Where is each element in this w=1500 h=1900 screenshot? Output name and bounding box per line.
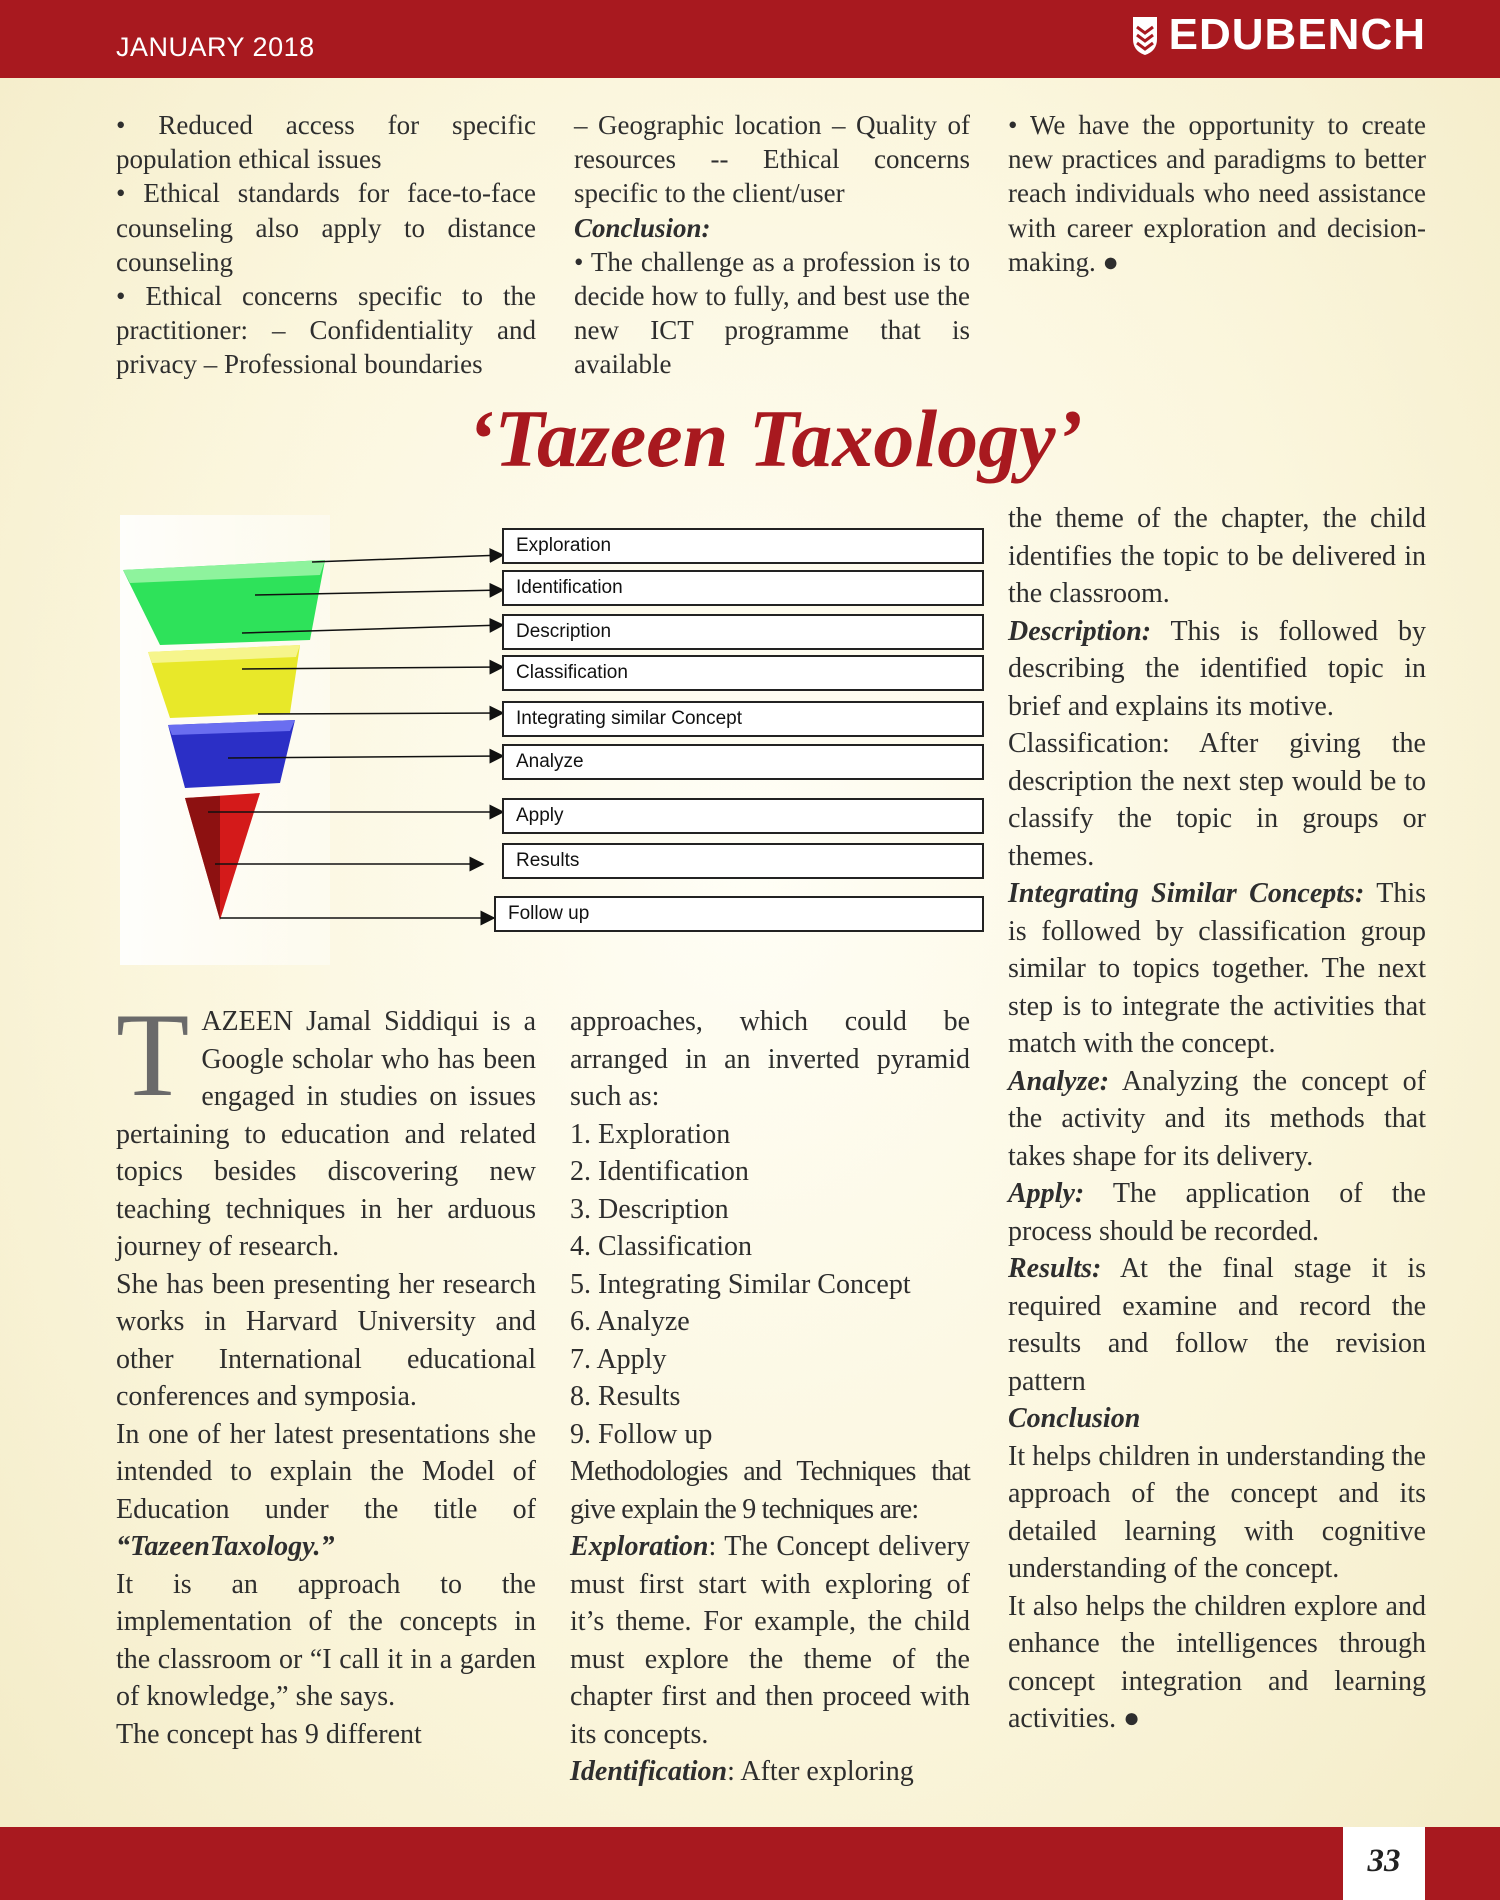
list-item: 9. Follow up <box>570 1418 713 1450</box>
top-bullet-3: • Ethical concerns specific to the practitioner: – Confidentiality and privacy – Professional boundaries <box>116 281 536 380</box>
results-term: Results: <box>1008 1253 1102 1284</box>
integrating-term: Integrating Similar Concepts: <box>1008 878 1365 909</box>
article-column-2 <box>570 1003 970 1791</box>
paragraph-presentation <box>116 1416 536 1566</box>
approaches-paragraph: approaches, which could be arranged in an inverted pyramid such as: <box>570 1006 970 1112</box>
identification-text: : After exploring <box>727 1756 914 1787</box>
top-col2-text: – Geographic location – Quality of resources -- Ethical concerns specific to the client/user <box>574 110 970 209</box>
footer-bar <box>0 1827 1500 1900</box>
stage-box-integrating: Integrating similar Concept <box>502 701 984 737</box>
apply-text: The application of the process should be recorded. <box>1008 1178 1426 1247</box>
list-item: 3. Description <box>570 1193 729 1225</box>
analyze-term: Analyze: <box>1008 1065 1110 1097</box>
top-bullet-2: • Ethical standards for face-to-face counseling also apply to distance counseling <box>116 178 536 277</box>
intro-text: AZEEN Jamal Siddiqui is a Google scholar who has been engaged in studies on issues pertaining to education and related topics besides discovering new teaching techniques in her arduous journey of research. <box>116 1006 536 1262</box>
intro-paragraph <box>116 988 536 1266</box>
paragraph-approach: It is an approach to the implementation of the concepts in the classroom or “I call it in a garden of knowledge,” she says. <box>116 1568 536 1712</box>
exploration-text: : The Concept delivery must first start with exploring of it’s theme. For example, the child must explore the theme of the chapter first and then proceed with its concepts. <box>570 1531 970 1750</box>
list-item: 2. Identification <box>570 1156 749 1187</box>
results-text: At the final stage it is required examine and record the results and follow the revision pattern <box>1008 1253 1426 1397</box>
arrow-exploration <box>312 555 503 562</box>
top-column-1 <box>116 108 536 382</box>
classification-paragraph: Classification: After giving the description the next step would be to classify the topic in groups or themes. <box>1008 728 1426 872</box>
identification-continued: the theme of the chapter, the child identifies the topic to be delivered in the classroom. <box>1008 503 1426 609</box>
top-col2-bullet: • The challenge as a profession is to decide how to fully, and best use the new ICT programme that is available <box>574 246 970 380</box>
list-item: 1. Exploration <box>570 1118 731 1150</box>
analyze-text: Analyzing the concept of the activity and its methods that takes shape for its delivery. <box>1008 1065 1426 1172</box>
identification-term: Identification <box>570 1756 728 1787</box>
list-item: 7. Apply <box>570 1343 667 1375</box>
description-text: This is followed by describing the identified topic in brief and explains its motive. <box>1008 615 1426 722</box>
top-column-2 <box>574 108 970 382</box>
results-paragraph <box>1008 1250 1426 1400</box>
top-bullet-1: • Reduced access for specific population ethical issues <box>116 110 536 175</box>
apply-paragraph <box>1008 1175 1426 1250</box>
presentation-text: In one of her latest presentations she intended to explain the Model of Education under the title of <box>116 1418 536 1525</box>
stage-box-classification: Classification <box>502 655 984 691</box>
methodologies-paragraph: Methodologies and Techniques that give explain the 9 techniques are: <box>570 1456 970 1525</box>
stage-box-results: Results <box>502 843 984 879</box>
brand-name: EDUBENCH <box>1168 10 1426 59</box>
shield-chevron-icon <box>1131 13 1159 57</box>
brand-logo <box>1131 10 1426 60</box>
top-column-3 <box>1008 108 1426 279</box>
article-column-1 <box>116 988 536 1753</box>
identification-paragraph <box>570 1753 970 1791</box>
paragraph-concept: The concept has 9 different <box>116 1718 422 1750</box>
paragraph-harvard: She has been presenting her research works in Harvard University and other International educational conferences and symposia. <box>116 1268 536 1412</box>
list-item: 6. Analyze <box>570 1306 690 1337</box>
conclusion-paragraph-1: It helps children in understanding the approach of the concept and its detailed learning with cognitive understanding of the concept. <box>1008 1440 1426 1584</box>
stage-box-description: Description <box>502 614 984 650</box>
arrow-integrating <box>258 713 503 714</box>
apply-term: Apply: <box>1008 1178 1085 1209</box>
stage-box-analyze: Analyze <box>502 744 984 780</box>
stage-box-follow-up: Follow up <box>494 896 984 932</box>
article-title: ‘Tazeen Taxology’ <box>467 393 1083 484</box>
exploration-paragraph <box>570 1528 970 1753</box>
integrating-paragraph <box>1008 875 1426 1063</box>
top-col3-bullet: • We have the opportunity to create new practices and paradigms to better reach individuals who need assistance with career exploration and decision-making. ● <box>1008 110 1426 277</box>
exploration-term: Exploration <box>570 1531 709 1562</box>
model-title: “TazeenTaxology.” <box>116 1531 335 1562</box>
list-item: 4. Classification <box>570 1231 752 1262</box>
issue-date: JANUARY 2018 <box>116 32 315 62</box>
list-item: 5. Integrating Similar Concept <box>570 1268 911 1300</box>
list-item: 8. Results <box>570 1381 681 1412</box>
integrating-text: This is followed by classification group similar to topics together. The next step is to integrate the activities that match with the concept. <box>1008 878 1426 1059</box>
stage-box-apply: Apply <box>502 798 984 834</box>
pyramid-diagram <box>120 515 980 965</box>
conclusion-section-heading: Conclusion <box>1008 1403 1141 1434</box>
conclusion-paragraph-2: It also helps the children explore and enhance the intelligences through concept integration and learning activities. ● <box>1008 1590 1426 1734</box>
article-column-3 <box>1008 500 1426 1738</box>
description-term: Description: <box>1008 615 1152 647</box>
conclusion-heading: Conclusion: <box>574 212 711 243</box>
drop-cap: T <box>116 988 190 1121</box>
description-paragraph <box>1008 613 1426 726</box>
header-bar <box>0 0 1500 78</box>
analyze-paragraph <box>1008 1063 1426 1176</box>
stage-box-exploration: Exploration <box>502 528 984 564</box>
page-number: 33 <box>1343 1827 1425 1900</box>
stage-box-identification: Identification <box>502 570 984 606</box>
